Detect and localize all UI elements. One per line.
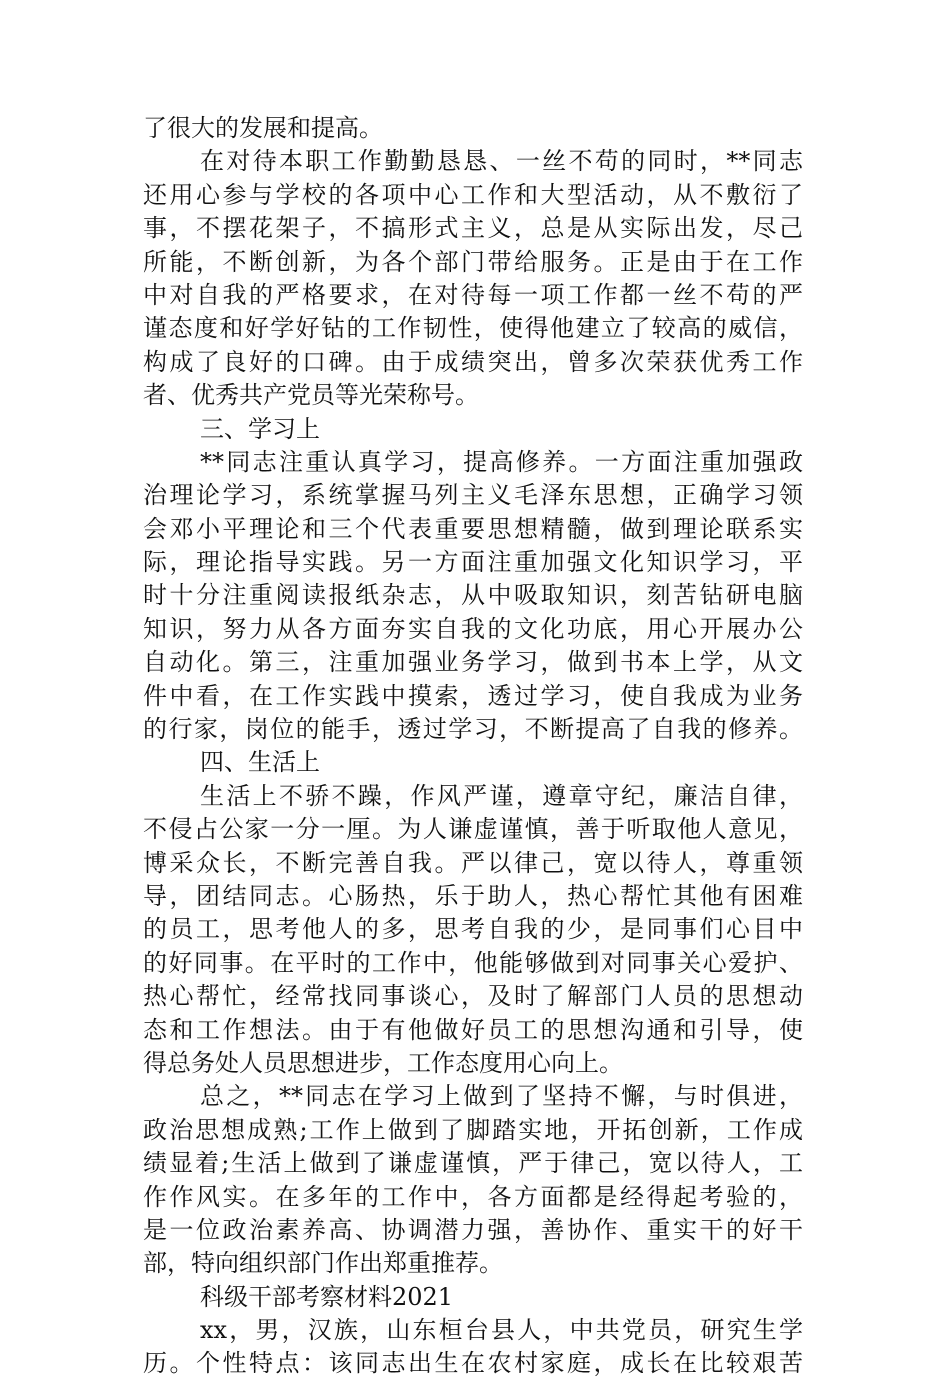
text-line: 在对待本职工作勤勤恳恳、一丝不苟的同时，**同志 [200,147,803,176]
text-line: 时十分注重阅读报纸杂志，从中吸取知识，刻苦钻研电脑 [143,581,803,610]
text-line: **同志注重认真学习，提高修养。一方面注重加强政 [200,447,803,476]
text-line: xx，男，汉族，山东桓台县人，中共党员，研究生学 [200,1316,803,1345]
text-line: 自动化。第三，注重加强业务学习，做到书本上学，从文 [143,648,803,677]
text-line: 导，团结同志。心肠热，乐于助人，热心帮忙其他有困难 [143,881,803,910]
text-line: 知识，努力从各方面夯实自我的文化功底，用心开展办公 [143,614,803,643]
text-line: 治理论学习，系统掌握马列主义毛泽东思想，正确学习领 [143,481,803,510]
text-line: 际，理论指导实践。另一方面注重加强文化知识学习，平 [143,548,803,577]
text-line: 不侵占公家一分一厘。为人谦虚谨慎，善于听取他人意见， [143,815,803,844]
text-line: 作作风实。在多年的工作中，各方面都是经得起考验的， [143,1182,803,1211]
text-line: 得总务处人员思想进步，工作态度用心向上。 [143,1048,623,1077]
text-line: 是一位政治素养高、协调潜力强，善协作、重实干的好干 [143,1215,803,1244]
text-line: 件中看，在工作实践中摸索，透过学习，使自我成为业务 [143,681,803,710]
text-line: 四、生活上 [200,748,320,777]
text-line: 的员工，思考他人的多，思考自我的少，是同事们心目中 [143,915,803,944]
text-line: 三、学习上 [200,414,320,443]
text-line: 的好同事。在平时的工作中，他能够做到对同事关心爱护、 [143,948,803,977]
text-line: 政治思想成熟;工作上做到了脚踏实地，开拓创新，工作成 [143,1115,803,1144]
text-line: 了很大的发展和提高。 [143,114,383,142]
text-line: 会邓小平理论和三个代表重要思想精髓，做到理论联系实 [143,514,803,543]
text-line: 态和工作想法。由于有他做好员工的思想沟通和引导，使 [143,1015,803,1044]
text-line: 中对自我的严格要求，在对待每一项工作都一丝不苟的严 [143,280,803,309]
text-line: 科级干部考察材料2021 [200,1282,454,1311]
text-line: 构成了良好的口碑。由于成绩突出，曾多次荣获优秀工作 [143,347,803,376]
text-line: 博采众长，不断完善自我。严以律己，宽以待人，尊重领 [143,848,803,877]
text-line: 事，不摆花架子，不搞形式主义，总是从实际出发，尽己 [143,214,803,243]
text-line: 所能，不断创新，为各个部门带给服务。正是由于在工作 [143,247,803,276]
text-line: 生活上不骄不躁，作风严谨，遵章守纪，廉洁自律， [200,781,803,810]
text-line: 还用心参与学校的各项中心工作和大型活动，从不敷衍了 [143,180,803,209]
text-line: 的行家，岗位的能手，透过学习，不断提高了自我的修养。 [143,715,803,744]
text-line: 总之，**同志在学习上做到了坚持不懈，与时俱进， [200,1082,803,1111]
document-body-text [143,112,803,1381]
text-line: 者、优秀共产党员等光荣称号。 [143,381,479,410]
text-line: 热心帮忙，经常找同事谈心，及时了解部门人员的思想动 [143,982,803,1011]
text-line: 谨态度和好学好钻的工作韧性，使得他建立了较高的威信， [143,314,803,343]
text-line: 历。个性特点：该同志出生在农村家庭，成长在比较艰苦 [143,1349,803,1378]
text-line: 部，特向组织部门作出郑重推荐。 [143,1249,503,1278]
text-line: 绩显着;生活上做到了谦虚谨慎，严于律己，宽以待人，工 [143,1149,803,1178]
